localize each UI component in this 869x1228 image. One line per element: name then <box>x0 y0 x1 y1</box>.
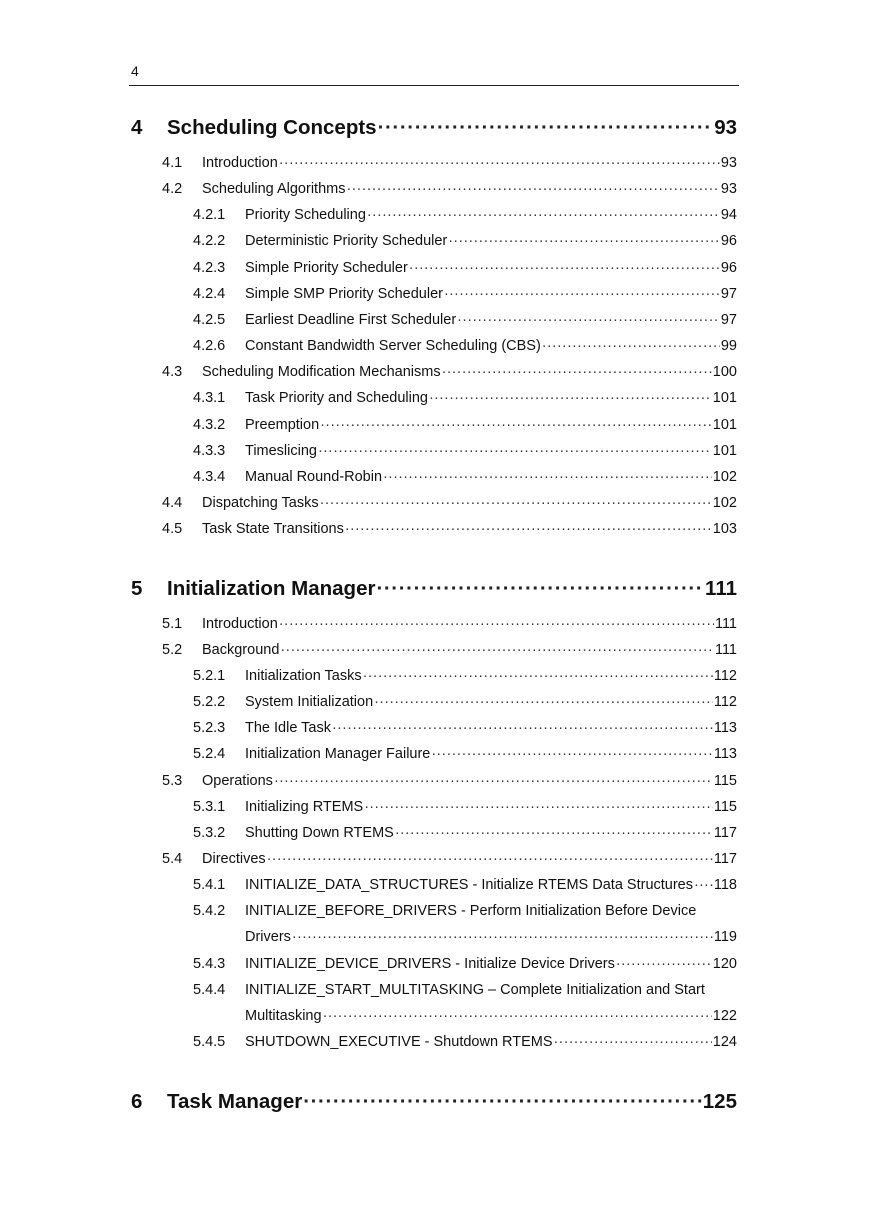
toc-entry-title: Manual Round-Robin <box>245 469 383 485</box>
toc-entry[interactable] <box>162 493 737 513</box>
dot-leader <box>318 441 712 461</box>
toc-entry[interactable] <box>193 901 737 921</box>
dot-leader <box>346 179 719 199</box>
toc-entry-number: 5.4 <box>162 851 183 867</box>
toc-entry[interactable] <box>193 797 737 817</box>
toc-entry-page: 99 <box>720 338 737 354</box>
toc-entry-title: INITIALIZE_BEFORE_DRIVERS - Perform Initialization Before Device <box>245 903 697 919</box>
toc-entry-number: 5.4.5 <box>193 1034 226 1050</box>
toc-entry-title: Constant Bandwidth Server Scheduling (CBS) <box>245 338 541 354</box>
toc-entry-page: 120 <box>712 956 737 972</box>
toc-entry-title: Shutting Down RTEMS <box>245 825 394 841</box>
toc-entry[interactable] <box>162 771 737 791</box>
toc-entry-number: 4.3.4 <box>193 469 226 485</box>
toc-entry[interactable] <box>193 744 737 764</box>
toc-entry-number: 4.2.2 <box>193 233 226 249</box>
toc-entry-continuation[interactable] <box>245 927 737 947</box>
toc-entry[interactable] <box>162 153 737 173</box>
toc-entry-number: 5 <box>131 577 143 600</box>
toc-chapter-entry[interactable] <box>131 115 737 141</box>
toc-entry-page: 96 <box>720 233 737 249</box>
toc-entry[interactable] <box>193 231 737 251</box>
toc-entry[interactable] <box>193 205 737 225</box>
toc-entry-title: Task Manager <box>167 1090 303 1113</box>
dot-leader <box>694 875 713 895</box>
toc-entry-page: 97 <box>720 312 737 328</box>
toc-entry-title: Initialization Tasks <box>245 668 362 684</box>
toc-entry-title: System Initialization <box>245 694 374 710</box>
toc-entry-page: 103 <box>712 521 737 537</box>
toc-entry[interactable] <box>193 388 737 408</box>
toc-chapter-entry[interactable] <box>131 576 737 602</box>
toc-entry[interactable] <box>193 467 737 487</box>
toc-entry-title: Priority Scheduling <box>245 207 366 223</box>
toc-entry-page: 102 <box>712 469 737 485</box>
toc-entry[interactable] <box>193 718 737 738</box>
dot-leader <box>383 467 712 487</box>
toc-chapter-entry[interactable] <box>131 1089 737 1115</box>
toc-entry[interactable] <box>162 849 737 869</box>
toc-entry-title: Initialization Manager <box>167 577 376 600</box>
dot-leader <box>267 849 713 869</box>
toc-entry-page: 124 <box>712 1034 737 1050</box>
dot-leader <box>367 205 720 225</box>
toc-entry-page: 115 <box>713 799 737 815</box>
dot-leader <box>444 284 720 304</box>
toc-entry-number: 5.2.4 <box>193 746 226 762</box>
dot-leader <box>323 1006 712 1026</box>
toc-entry-title: Timeslicing <box>245 443 317 459</box>
toc-entry-page: 112 <box>713 668 737 684</box>
dot-leader <box>616 954 712 974</box>
toc-entry[interactable] <box>162 362 737 382</box>
dot-leader <box>376 576 704 602</box>
toc-entry[interactable] <box>193 692 737 712</box>
toc-entry-page: 115 <box>713 773 737 789</box>
toc-entry-page: 101 <box>712 443 737 459</box>
toc-entry-title: INITIALIZE_DEVICE_DRIVERS - Initialize Device Drivers <box>245 956 615 972</box>
toc-entry-title: Simple SMP Priority Scheduler <box>245 286 443 302</box>
toc-entry-number: 4.2.5 <box>193 312 226 328</box>
toc-entry-number: 6 <box>131 1090 143 1113</box>
toc-entry[interactable] <box>162 179 737 199</box>
toc-entry-title: Initializing RTEMS <box>245 799 364 815</box>
toc-entry-number: 5.4.1 <box>193 877 226 893</box>
toc-entry[interactable] <box>193 441 737 461</box>
toc-entry-number: 4.2.6 <box>193 338 226 354</box>
toc-entry-number: 5.4.2 <box>193 903 226 919</box>
dot-leader <box>363 666 713 686</box>
toc-entry-page: 93 <box>720 155 737 171</box>
toc-entry-title: Initialization Manager Failure <box>245 746 431 762</box>
toc-entry-title-continued: Multitasking <box>245 1008 322 1024</box>
dot-leader <box>442 362 712 382</box>
dot-leader <box>374 692 713 712</box>
toc-entry-number: 4.3.2 <box>193 417 226 433</box>
toc-entry-page: 125 <box>702 1090 737 1113</box>
toc-entry[interactable] <box>193 666 737 686</box>
toc-entry-title: Preemption <box>245 417 320 433</box>
toc-entry-title: The Idle Task <box>245 720 331 736</box>
dot-leader <box>280 640 714 660</box>
toc-entry-number: 5.2 <box>162 642 183 658</box>
toc-entry-title: Task Priority and Scheduling <box>245 390 428 406</box>
dot-leader <box>554 1032 712 1052</box>
toc-entry-title: Introduction <box>202 155 278 171</box>
header-rule <box>129 85 739 86</box>
dot-leader <box>364 797 713 817</box>
toc-entry[interactable] <box>162 640 737 660</box>
toc-entry[interactable] <box>193 980 737 1000</box>
toc-entry[interactable] <box>193 415 737 435</box>
toc-entry-number: 4.1 <box>162 155 183 171</box>
toc-entry-page: 112 <box>713 694 737 710</box>
toc-entry-page: 111 <box>705 577 737 600</box>
toc-entry-continuation[interactable] <box>245 1006 737 1026</box>
toc-entry-page: 102 <box>712 495 737 511</box>
toc-entry-page: 97 <box>720 286 737 302</box>
toc-entry-title: Introduction <box>202 616 278 632</box>
dot-leader <box>431 744 713 764</box>
toc-entry-title: Task State Transitions <box>202 521 344 537</box>
dot-leader <box>429 388 712 408</box>
toc-entry[interactable] <box>193 310 737 330</box>
toc-entry-page: 93 <box>720 181 737 197</box>
toc-entry-page: 101 <box>712 417 737 433</box>
toc-entry-page: 119 <box>713 929 737 945</box>
toc-entry-page: 111 <box>714 616 737 632</box>
toc-entry-number: 4.5 <box>162 521 183 537</box>
dot-leader <box>457 310 720 330</box>
toc-entry-title: INITIALIZE_DATA_STRUCTURES - Initialize RTEMS Data Structures <box>245 877 693 893</box>
dot-leader <box>320 415 712 435</box>
toc-entry[interactable] <box>193 875 737 895</box>
toc-entry[interactable] <box>162 614 737 634</box>
toc-entry-page: 117 <box>713 851 737 867</box>
toc-entry-title-continued: Drivers <box>245 929 291 945</box>
dot-leader <box>303 1089 702 1115</box>
toc-entry-title: Simple Priority Scheduler <box>245 260 408 276</box>
toc-entry[interactable] <box>193 336 737 356</box>
toc-entry-number: 5.3.2 <box>193 825 226 841</box>
toc-entry-number: 5.2.3 <box>193 720 226 736</box>
dot-leader <box>320 493 712 513</box>
toc-entry-number: 4.3.3 <box>193 443 226 459</box>
toc-entry-number: 4.2.3 <box>193 260 226 276</box>
toc-entry-page: 118 <box>713 877 737 893</box>
dot-leader <box>279 153 720 173</box>
toc-entry-number: 5.2.1 <box>193 668 226 684</box>
toc-entry-number: 5.3.1 <box>193 799 226 815</box>
toc-entry-number: 4.2.1 <box>193 207 226 223</box>
dot-leader <box>292 927 713 947</box>
toc-entry-number: 5.2.2 <box>193 694 226 710</box>
toc-entry-number: 4.2 <box>162 181 183 197</box>
toc-entry-number: 5.4.4 <box>193 982 226 998</box>
toc-entry[interactable] <box>193 284 737 304</box>
toc-entry-title: SHUTDOWN_EXECUTIVE - Shutdown RTEMS <box>245 1034 553 1050</box>
toc-entry[interactable] <box>162 519 737 539</box>
toc-entry-number: 4 <box>131 116 143 139</box>
toc-entry[interactable] <box>193 258 737 278</box>
toc-entry-title: Background <box>202 642 280 658</box>
toc-entry-title: Scheduling Modification Mechanisms <box>202 364 441 380</box>
toc-entry-title: INITIALIZE_START_MULTITASKING – Complete Initialization and Start <box>245 982 705 998</box>
page-number: 4 <box>131 63 139 79</box>
dot-leader <box>274 771 713 791</box>
dot-leader <box>395 823 713 843</box>
dot-leader <box>345 519 712 539</box>
dot-leader <box>409 258 720 278</box>
toc-entry-page: 93 <box>714 116 737 139</box>
toc-entry-page: 113 <box>713 720 737 736</box>
toc-entry[interactable] <box>193 823 737 843</box>
toc-entry[interactable] <box>193 1032 737 1052</box>
toc-entry-title: Dispatching Tasks <box>202 495 319 511</box>
toc-entry-number: 5.1 <box>162 616 183 632</box>
toc-entry-page: 117 <box>713 825 737 841</box>
toc-entry-title: Directives <box>202 851 266 867</box>
toc-entry-number: 4.3 <box>162 364 183 380</box>
toc-entry-number: 4.3.1 <box>193 390 226 406</box>
toc-entry-page: 111 <box>714 642 737 658</box>
toc-entry-page: 100 <box>712 364 737 380</box>
toc-entry-title: Scheduling Concepts <box>167 116 377 139</box>
dot-leader <box>448 231 720 251</box>
dot-leader <box>279 614 714 634</box>
toc-entry-page: 101 <box>712 390 737 406</box>
toc-entry-number: 4.4 <box>162 495 183 511</box>
toc-entry-page: 122 <box>712 1008 737 1024</box>
toc-entry-number: 4.2.4 <box>193 286 226 302</box>
toc-entry-page: 96 <box>720 260 737 276</box>
toc-entry-number: 5.3 <box>162 773 183 789</box>
toc-entry-title: Deterministic Priority Scheduler <box>245 233 448 249</box>
toc-entry-page: 94 <box>720 207 737 223</box>
toc-entry-title: Operations <box>202 773 273 789</box>
dot-leader <box>378 115 714 141</box>
toc-entry[interactable] <box>193 954 737 974</box>
toc-entry-page: 113 <box>713 746 737 762</box>
toc-entry-number: 5.4.3 <box>193 956 226 972</box>
toc-entry-title: Scheduling Algorithms <box>202 181 346 197</box>
dot-leader <box>542 336 720 356</box>
toc-entry-title: Earliest Deadline First Scheduler <box>245 312 457 328</box>
dot-leader <box>332 718 713 738</box>
